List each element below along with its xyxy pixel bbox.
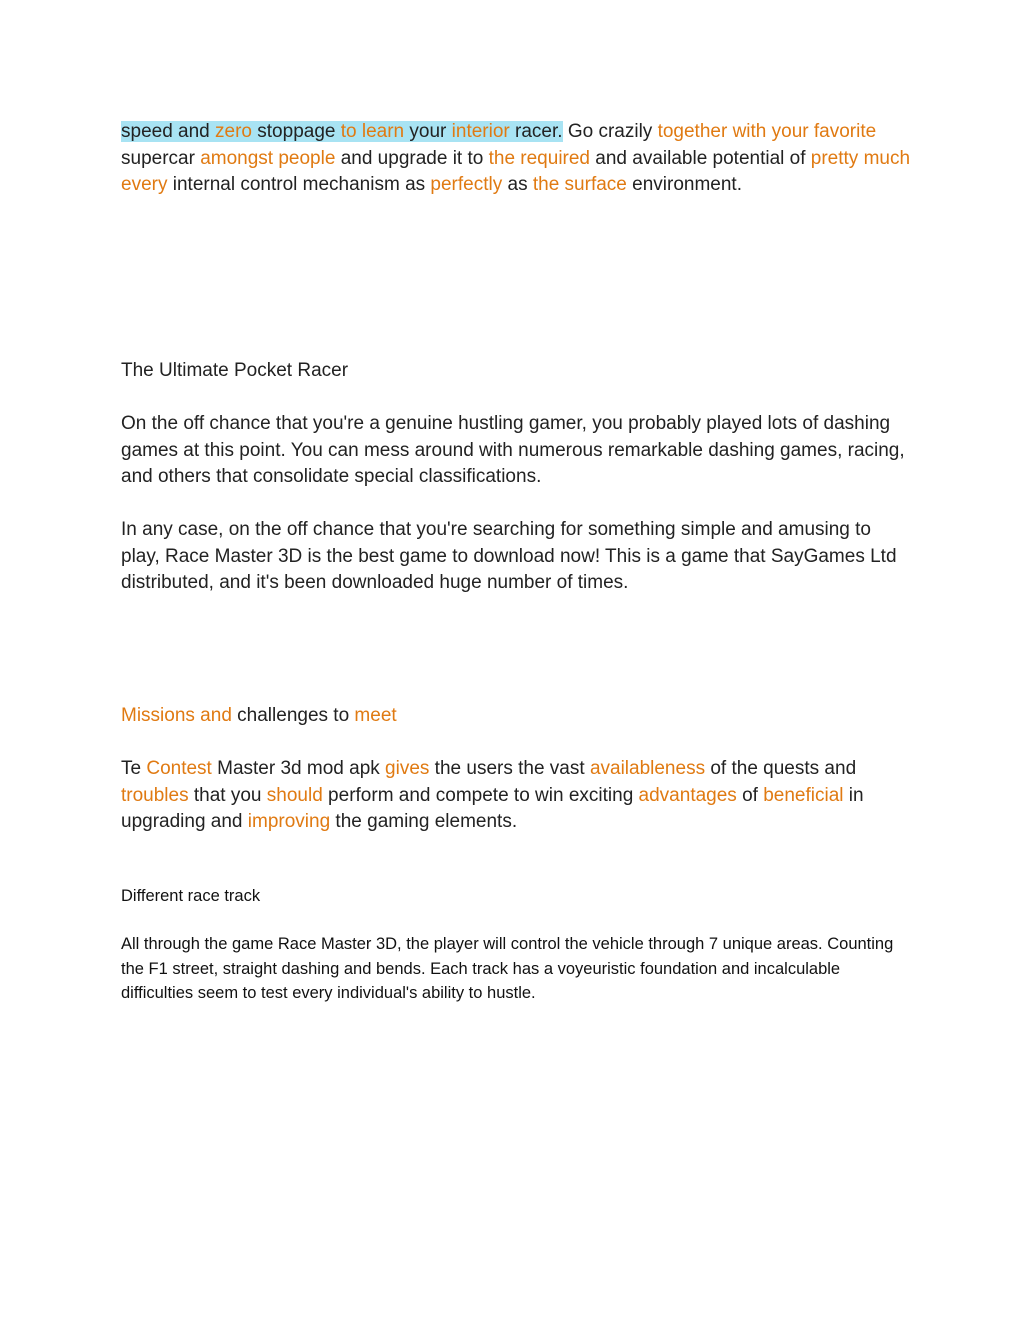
text-run: Master 3d mod apk <box>211 758 386 779</box>
text-run: of <box>736 784 764 806</box>
text-run: as <box>502 174 533 195</box>
text-run: Te <box>121 758 147 779</box>
text-run: the users the vast <box>429 758 590 779</box>
pocket-racer-paragraph-2: In any case, on the off chance that you're searching for something simple and amusing to play, Race Master 3D is the best game to download now! This is a game that SayGames Ltd distributed, and it's been downloaded huge number of times. <box>121 519 897 593</box>
text-run: Contest <box>146 758 212 779</box>
pocket-racer-paragraph-1: On the off chance that you're a genuine hustling gamer, you probably played lots of dashing games at this point. You can mess around with numerous remarkable dashing games, racing, and others that consolidate special classifications. <box>121 413 905 487</box>
missions-heading <box>121 703 911 730</box>
text-run: perform and compete to win exciting <box>322 784 639 806</box>
text-run: advantages <box>638 784 737 806</box>
text-run: interior <box>451 121 510 142</box>
text-run: beneficial <box>763 784 844 806</box>
text-run: speed and <box>121 121 216 142</box>
text-run: zero <box>215 121 252 142</box>
text-run: and upgrade it to <box>335 147 489 169</box>
text-run: supercar <box>121 147 201 169</box>
text-run: pretty much every <box>121 147 911 195</box>
race-track-paragraph: All through the game Race Master 3D, the player will control the vehicle through 7 unique areas. Counting the F1 street, straight dashing and bends. Each track has a voyeuristic foundation and incalculable difficulties seem to test every individual's ability to hustle. <box>121 935 894 1002</box>
text-run: challenges to <box>231 705 355 726</box>
text-run: racer. <box>509 121 563 142</box>
text-run: your <box>404 121 452 142</box>
text-run: and available potential of <box>590 147 811 169</box>
text-run: environment. <box>626 174 742 195</box>
text-run: Missions and <box>121 705 232 726</box>
text-run: internal control mechanism as <box>167 174 431 195</box>
text-run: the required <box>488 147 590 169</box>
text-run: perfectly <box>430 174 503 195</box>
text-run: to learn <box>340 121 405 142</box>
pocket-racer-heading: The Ultimate Pocket Racer <box>121 360 349 381</box>
missions-paragraph <box>121 756 911 836</box>
text-run: Go crazily <box>562 121 658 142</box>
text-run: amongst people <box>200 147 336 169</box>
text-run: gives <box>385 758 430 779</box>
text-run: troubles <box>121 784 189 806</box>
text-run: stoppage <box>252 121 341 142</box>
text-run: availableness <box>589 758 706 779</box>
text-run: should <box>266 784 323 806</box>
text-run: that you <box>188 784 267 806</box>
text-run: the gaming elements. <box>330 811 518 832</box>
text-run: in upgrading and <box>121 784 864 832</box>
text-run: the surface <box>532 174 627 195</box>
text-run: together with your favorite <box>657 121 877 142</box>
intro-paragraph <box>121 119 911 199</box>
text-run: improving <box>247 811 331 832</box>
text-run: of the quests and <box>705 758 857 779</box>
race-track-heading: Different race track <box>121 887 261 905</box>
text-run: meet <box>354 705 397 726</box>
